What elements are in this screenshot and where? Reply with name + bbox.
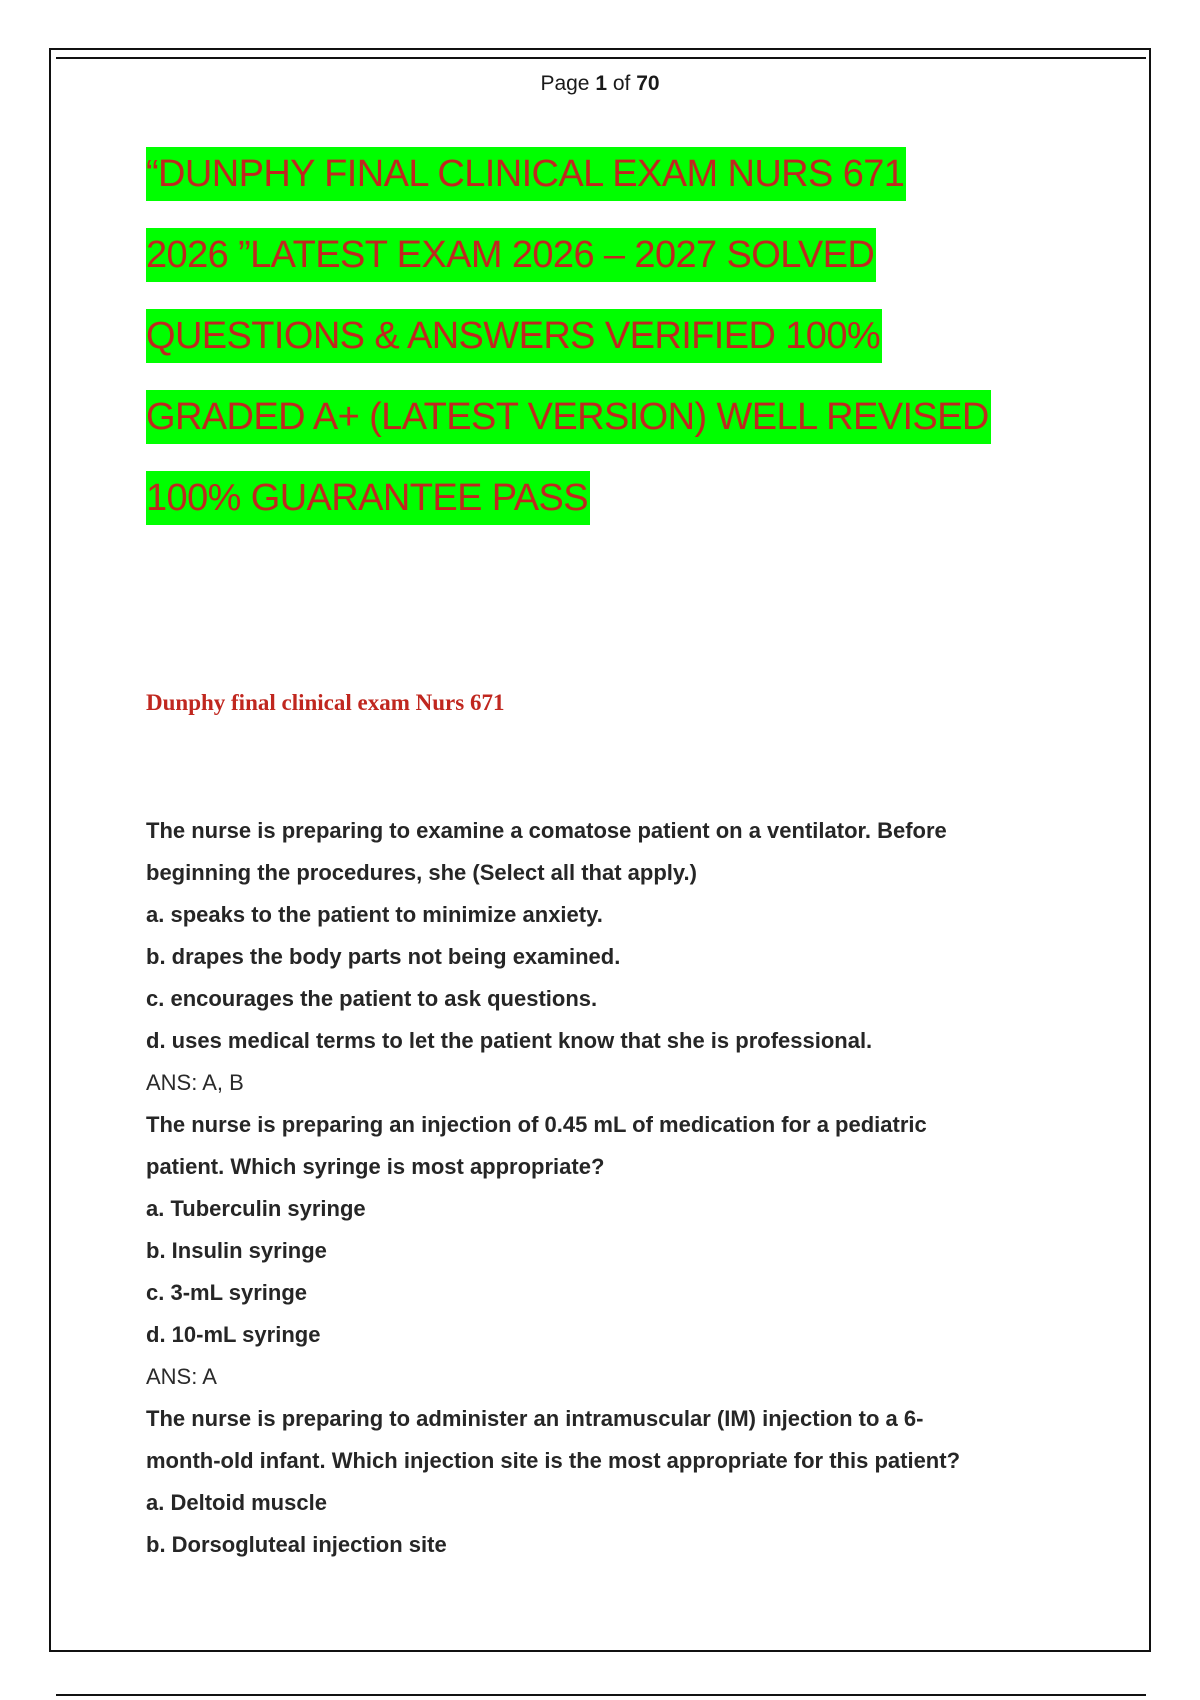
- answer-option: b. Dorsogluteal injection site: [146, 1532, 447, 1557]
- title-line: 100% GUARANTEE PASS: [146, 471, 590, 525]
- answer-option: c. 3-mL syringe: [146, 1280, 307, 1305]
- answer-option: a. Tuberculin syringe: [146, 1196, 366, 1221]
- answer-option: b. drapes the body parts not being examined.: [146, 944, 621, 969]
- answer-option: a. Deltoid muscle: [146, 1490, 327, 1515]
- question-stem-line: beginning the procedures, she (Select all that apply.): [146, 860, 697, 885]
- answer-key: ANS: A: [146, 1364, 217, 1389]
- answer-option: d. uses medical terms to let the patient know that she is professional.: [146, 1028, 873, 1053]
- question-item: [146, 1104, 1066, 1398]
- document-title: [146, 147, 1106, 552]
- title-line: “DUNPHY FINAL CLINICAL EXAM NURS 671: [146, 147, 906, 201]
- question-stem-line: month-old infant. Which injection site is the most appropriate for this patient?: [146, 1448, 961, 1473]
- question-item: [146, 810, 1066, 1104]
- question-list: [146, 810, 1066, 1566]
- answer-key: ANS: A, B: [146, 1070, 244, 1095]
- answer-option: a. speaks to the patient to minimize anxiety.: [146, 902, 603, 927]
- question-stem-line: The nurse is preparing an injection of 0.45 mL of medication for a pediatric: [146, 1112, 927, 1137]
- question-item: [146, 1398, 1066, 1566]
- answer-option: c. encourages the patient to ask questions.: [146, 986, 598, 1011]
- answer-option: b. Insulin syringe: [146, 1238, 327, 1263]
- document-subtitle: Dunphy final clinical exam Nurs 671: [146, 690, 505, 715]
- title-line: QUESTIONS & ANSWERS VERIFIED 100%: [146, 309, 882, 363]
- question-stem-line: The nurse is preparing to administer an intramuscular (IM) injection to a 6-: [146, 1406, 924, 1431]
- page-label-prefix: Page: [540, 72, 596, 95]
- page-label-middle: of: [607, 72, 637, 95]
- title-line: 2026 ”LATEST EXAM 2026 – 2027 SOLVED: [146, 228, 876, 282]
- page-total: 70: [636, 72, 660, 95]
- answer-option: d. 10-mL syringe: [146, 1322, 321, 1347]
- next-page-rule: [56, 1694, 1146, 1696]
- header-rule: [56, 57, 1146, 59]
- title-line: GRADED A+ (LATEST VERSION) WELL REVISED: [146, 390, 991, 444]
- page-number: [0, 72, 1200, 96]
- question-stem-line: The nurse is preparing to examine a comatose patient on a ventilator. Before: [146, 818, 947, 843]
- question-stem-line: patient. Which syringe is most appropriate?: [146, 1154, 605, 1179]
- page-current: 1: [595, 72, 608, 95]
